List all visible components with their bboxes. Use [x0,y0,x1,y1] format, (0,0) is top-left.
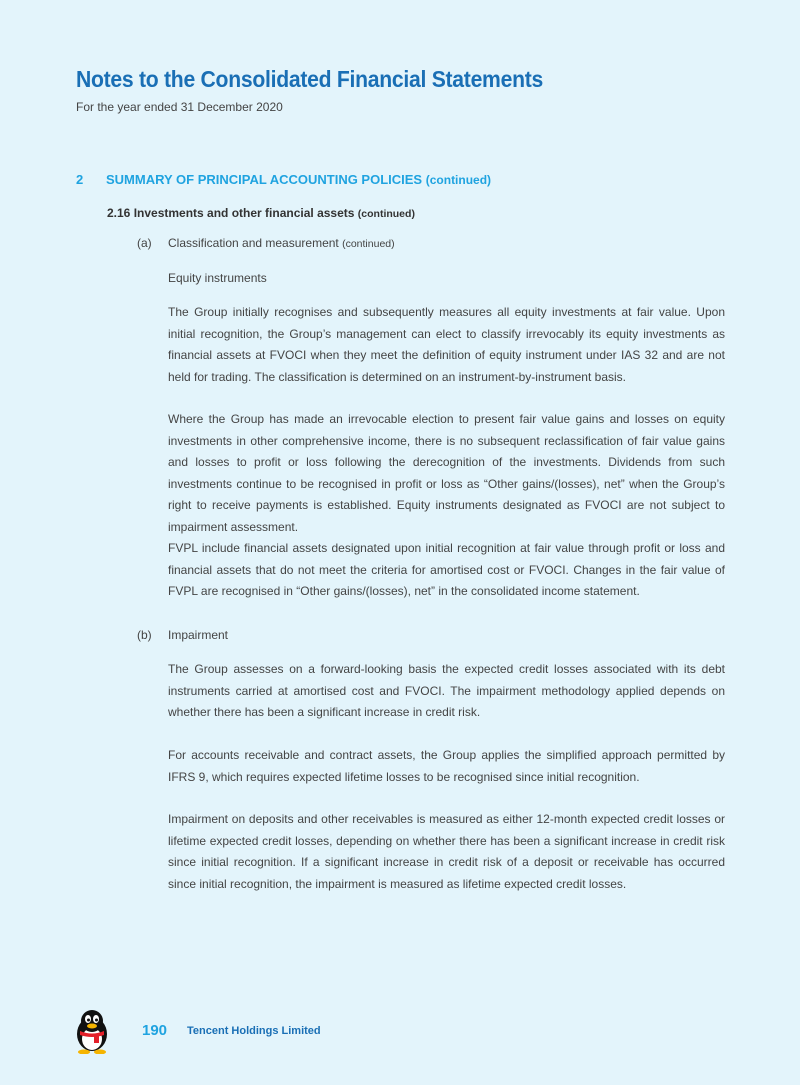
subsection-title: 2.16 Investments and other financial assets [107,206,355,220]
company-name: Tencent Holdings Limited [187,1025,321,1037]
section-title: SUMMARY OF PRINCIPAL ACCOUNTING POLICIES [106,172,423,187]
page-title: Notes to the Consolidated Financial Statements [76,66,544,92]
item-b-paragraph: The Group assesses on a forward-looking basis the expected credit losses associated with its debt instruments carried at amortised cost and FVOCI. The impairment methodology applied depends on whether there has been a significant increase in credit risk. [168,662,725,719]
section-heading [76,172,491,187]
item-a-continued: (continued) [342,238,395,250]
section-number: 2 [76,172,84,187]
item-a-label: (a) [137,236,152,250]
subsection-continued: (continued) [357,208,415,220]
subsection-heading [107,206,415,220]
section-continued: (continued) [425,173,492,187]
penguin-icon [72,1006,112,1059]
item-a-paragraph: The Group initially recognises and subsequently measures all equity investments at fair value. Upon initial recognition, the Group’s management can elect to classify irrevocably its equity investments as financial assets at FVOCI when they meet the definition of equity instrument under IAS 32 and are not held for trading. The classification is determined on an instrument-by-instrument basis. [168,305,725,384]
item-b-paragraph: For accounts receivable and contract assets, the Group applies the simplified approach permitted by IFRS 9, which requires expected lifetime losses to be recognised since initial recognition. [168,748,725,784]
item-a-subtitle: Equity instruments [168,271,267,285]
item-b-label: (b) [137,628,152,642]
item-a-title-line [168,236,395,250]
item-b-paragraph: Impairment on deposits and other receivables is measured as either 12-month expected credit losses or lifetime expected credit losses, depending on whether there has been a significant increase in credit risk since initial recognition. If a significant increase in credit risk of a deposit or receivable has occurred since initial recognition, the impairment is measured as lifetime expected credit losses. [168,812,725,891]
item-a-title: Classification and measurement [168,236,339,250]
item-a-paragraph: FVPL include financial assets designated upon initial recognition at fair value through profit or loss and financial assets that do not meet the criteria for amortised cost or FVOCI. Changes in the fair value of FVPL are recognised in “Other gains/(losses), net” in the consolidated income statement. [168,541,725,598]
page-number: 190 [142,1022,168,1039]
item-b-title: Impairment [168,628,229,642]
item-a-paragraph: Where the Group has made an irrevocable election to present fair value gains and losses on equity investments in other comprehensive income, there is no subsequent reclassification of fair value gains and losses to profit or loss following the derecognition of the investments. Dividends from such investments continue to be recognised in profit or loss as “Other gains/(losses), net” when the Group’s right to receive payments is established. Equity instruments designated as FVOCI are not subject to impairment assessment. [168,412,725,534]
page-subtitle: For the year ended 31 December 2020 [76,100,283,114]
